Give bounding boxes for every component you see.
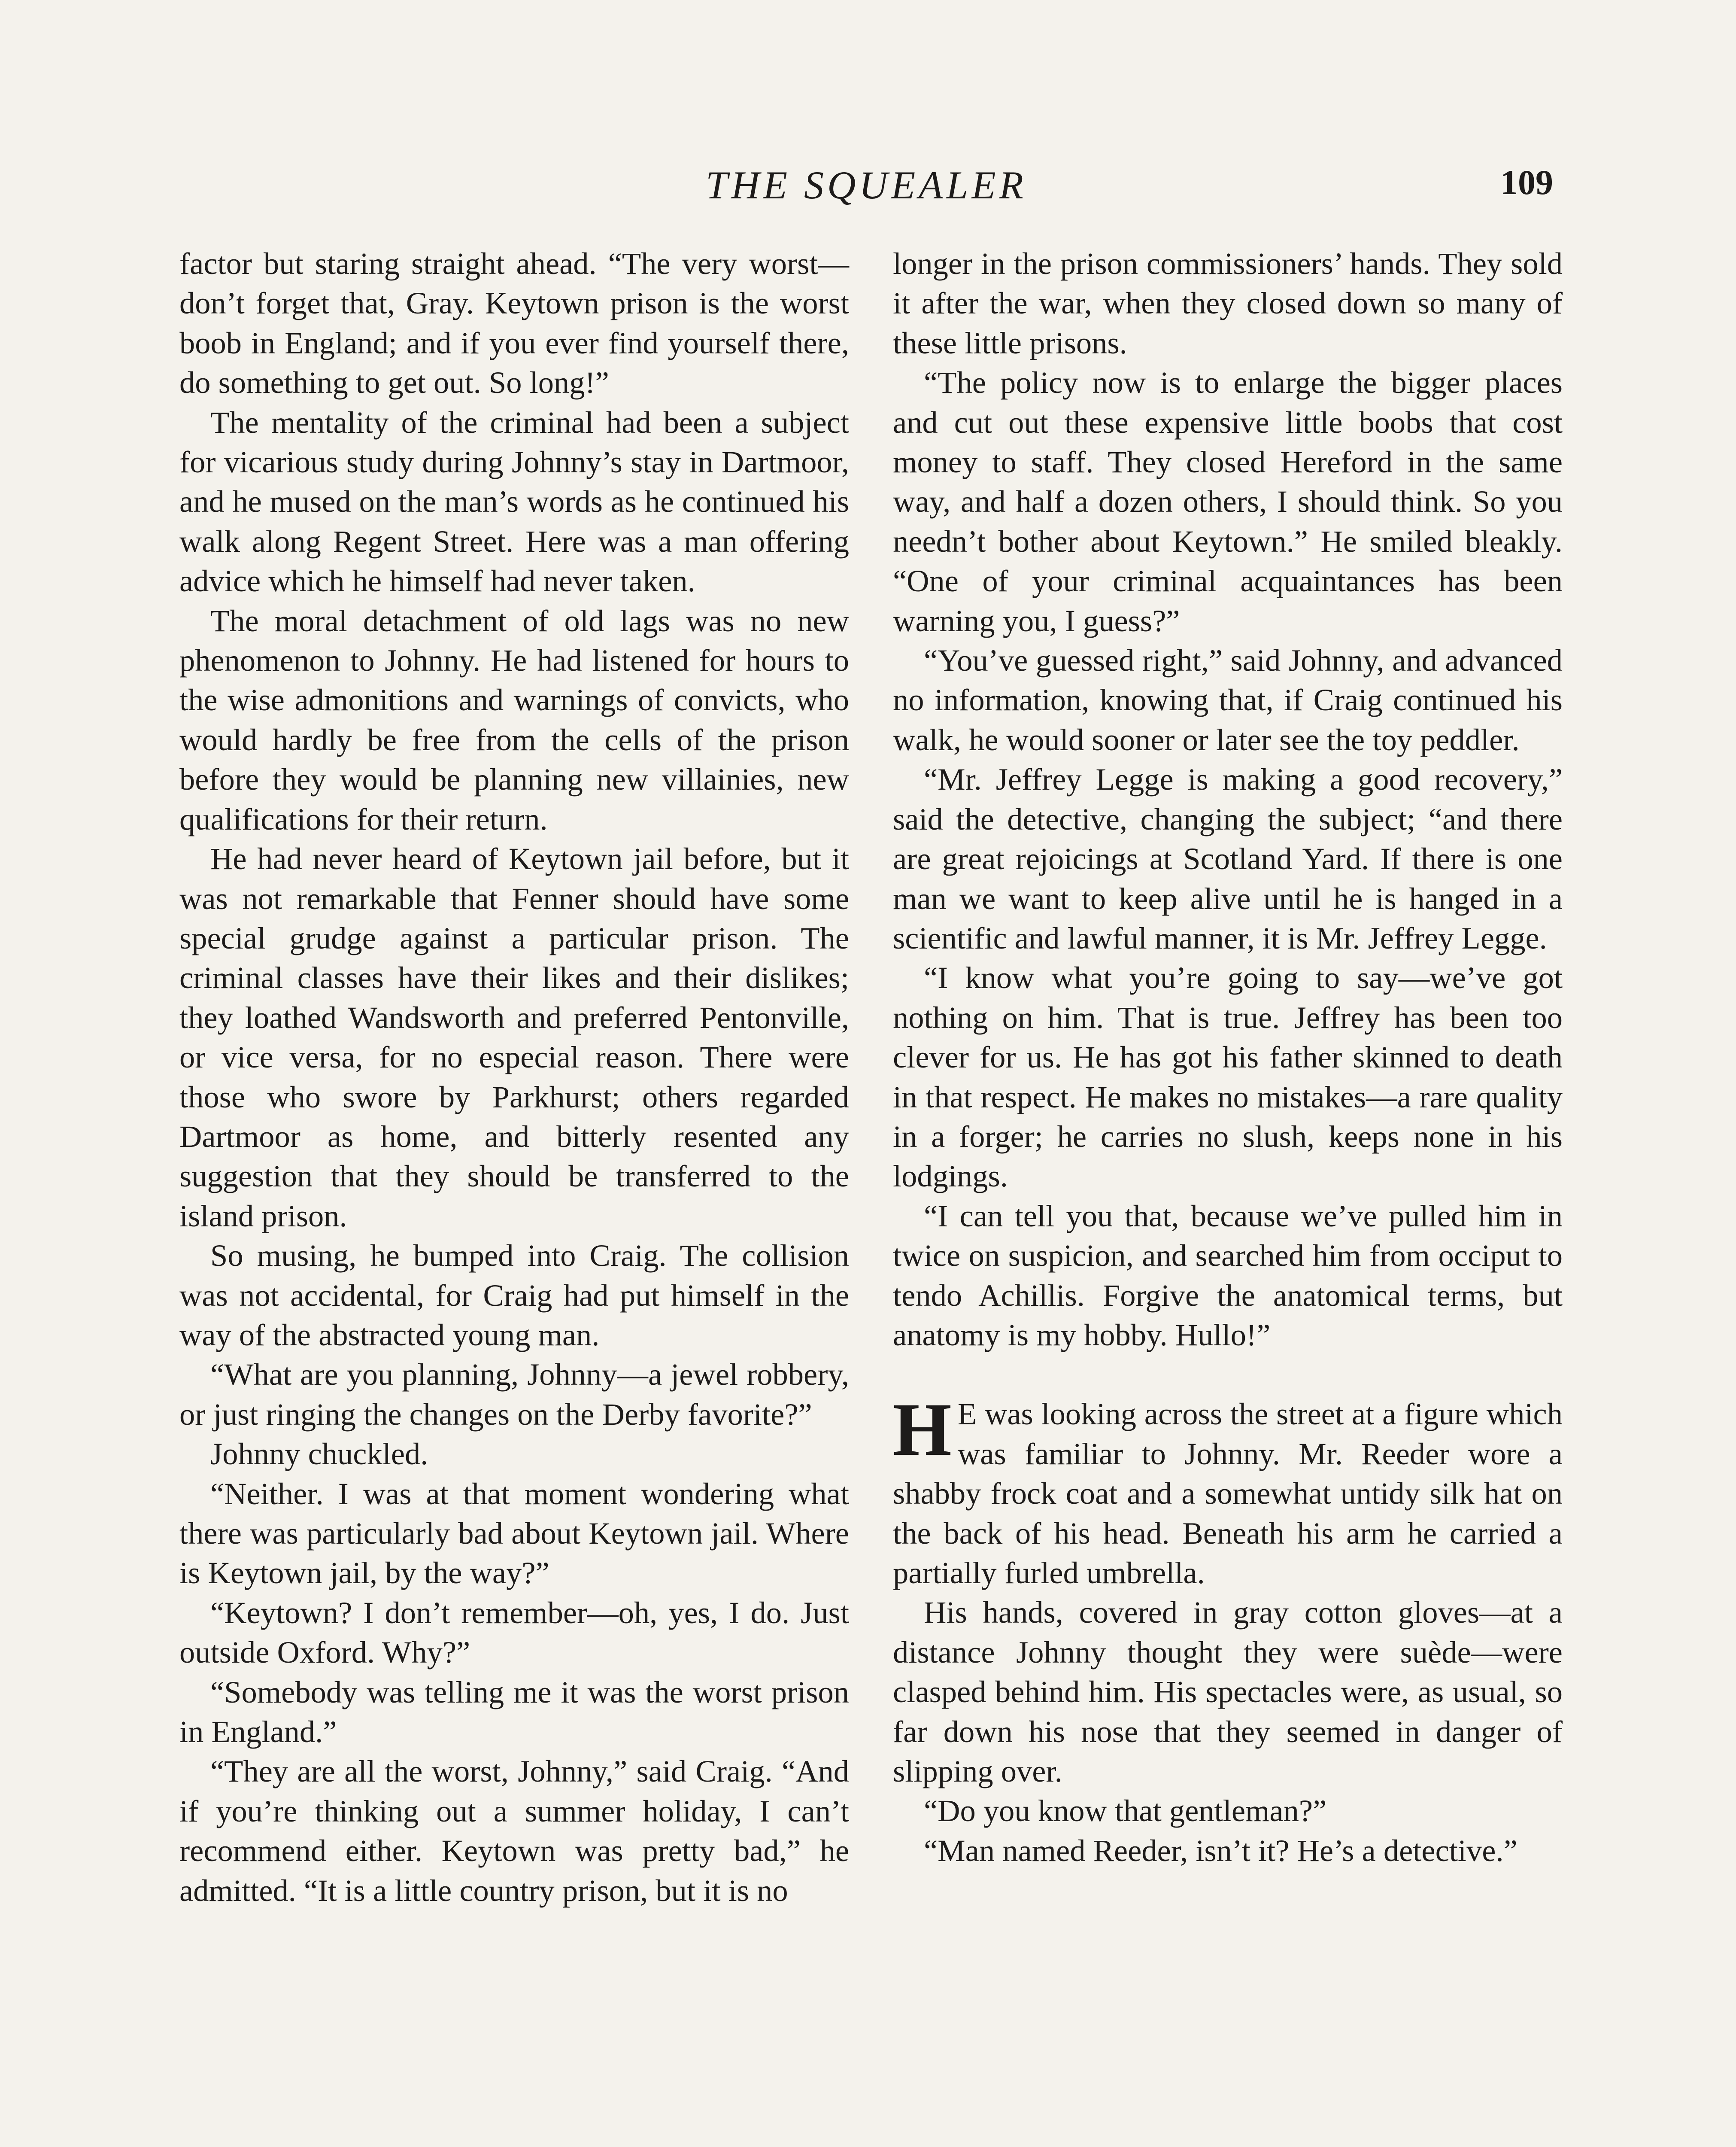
- paragraph: The mentality of the criminal had been a subject for vicarious study during Johnny’s stay in Dartmoor, and he mused on the man’s words as he continued his walk along Regent Street. Here was a man offering advice which he himself had never taken.: [179, 404, 849, 599]
- paragraph: “I can tell you that, because we’ve pulled him in twice on suspicion, and searched him from occiput to tendo Achillis. Forgive the anatomical terms, but anatomy is my hobby. Hullo!”: [893, 1198, 1563, 1352]
- paragraph: “I know what you’re going to say—we’ve got nothing on him. That is true. Jeffrey has been too clever for us. He has got his father skinned to death in that respect. He makes no mistakes—a rare quality in a forger; he carries no slush, keeps none in his lodgings.: [893, 960, 1563, 1194]
- drop-cap: H: [893, 1388, 952, 1472]
- paragraph: “They are all the worst, Johnny,” said Craig. “And if you’re thinking out a summer holiday, I can’t recommend either. Keytown was pretty bad,” he admitted. “It is a little country prison, but it is no: [179, 1754, 849, 1908]
- paragraph: The moral detachment of old lags was no new phenomenon to Johnny. He had listened for hours to the wise admonitions and warnings of convicts, who would hardly be free from the cells of the prison before they would be planning new villainies, new qualifications for their return.: [179, 603, 849, 836]
- paragraph: “Man named Reeder, isn’t it? He’s a detective.”: [924, 1833, 1517, 1868]
- paragraph: So musing, he bumped into Craig. The collision was not accidental, for Craig had put himself in the way of the abstracted young man.: [179, 1238, 849, 1352]
- paragraph: “The policy now is to enlarge the bigger places and cut out these expensive little boobs that cost money to staff. They closed Hereford in the same way, and half a dozen others, I should think. So you needn’t bother about Keytown.” He smiled bleakly. “One of your criminal acquaintances has been warning you, I guess?”: [893, 365, 1563, 638]
- paragraph: Johnny chuckled.: [210, 1436, 428, 1472]
- section-first-paragraph-text: E was looking across the street at a figure which was familiar to Johnny. Mr. Reeder wore a shabby frock coat and a somewhat untidy silk hat on the back of his head. Beneath his arm he carried a partially furled umbrella.: [893, 1396, 1563, 1590]
- paragraph: “What are you planning, Johnny—a jewel robbery, or just ringing the changes on the Derby favorite?”: [179, 1357, 849, 1432]
- right-column: [893, 244, 1563, 1870]
- paragraph: “Do you know that gentleman?”: [924, 1793, 1327, 1828]
- section-first-paragraph: [893, 1388, 1563, 1593]
- paragraph: “You’ve guessed right,” said Johnny, and advanced no information, knowing that, if Craig continued his walk, he would sooner or later see the toy peddler.: [893, 643, 1563, 757]
- page-header: [179, 162, 1553, 222]
- paragraph: “Keytown? I don’t remember—oh, yes, I do. Just outside Oxford. Why?”: [179, 1595, 849, 1670]
- page-number: 109: [1500, 163, 1553, 202]
- paragraph: “Mr. Jeffrey Legge is making a good recovery,” said the detective, changing the subject; “and there are great rejoicings at Scotland Yard. If there is one man we want to keep alive until he is hanged in a scientific and lawful manner, it is Mr. Jeffrey Legge.: [893, 762, 1563, 955]
- left-column: [179, 244, 849, 1910]
- paragraph: “Somebody was telling me it was the worst prison in England.”: [179, 1674, 849, 1749]
- paragraph: longer in the prison commissioners’ hands. They sold it after the war, when they closed down so many of these little prisons.: [893, 246, 1563, 360]
- running-title: THE SQUEALER: [706, 163, 1027, 207]
- paragraph: “Neither. I was at that moment wondering what there was particularly bad about Keytown jail. Where is Keytown jail, by the way?”: [179, 1476, 849, 1590]
- paragraph: He had never heard of Keytown jail before, but it was not remarkable that Fenner should have some special grudge against a particular prison. The criminal classes have their likes and their dislikes; they loathed Wandsworth and preferred Pentonville, or vice versa, for no especial reason. There were those who swore by Parkhurst; others regarded Dartmoor as home, and bitterly resented any suggestion that they should be transferred to the island prison.: [179, 841, 849, 1233]
- paragraph: factor but staring straight ahead. “The very worst—don’t forget that, Gray. Keytown prison is the worst boob in England; and if you ever find yourself there, do something to get out. So long!”: [179, 246, 849, 400]
- paragraph: His hands, covered in gray cotton gloves—at a distance Johnny thought they were suède—were clasped behind him. His spectacles were, as usual, so far down his nose that they seemed in danger of slipping over.: [893, 1595, 1563, 1789]
